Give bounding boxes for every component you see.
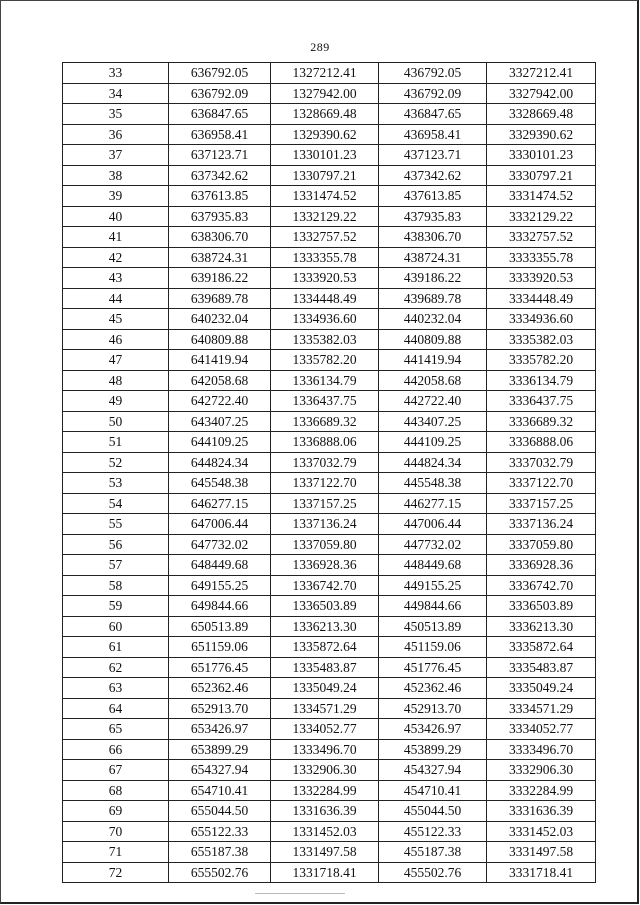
point-number-cell: 63 [63, 678, 169, 699]
point-number-cell: 33 [63, 63, 169, 84]
y2-coordinate-cell: 3328669.48 [487, 104, 596, 125]
table-row [63, 186, 596, 207]
x2-coordinate-cell: 453899.29 [379, 739, 487, 760]
y-coordinate-cell: 1327942.00 [271, 83, 379, 104]
table-row [63, 288, 596, 309]
y-coordinate-cell: 1331497.58 [271, 842, 379, 863]
y2-coordinate-cell: 3335382.03 [487, 329, 596, 350]
point-number-cell: 67 [63, 760, 169, 781]
point-number-cell: 61 [63, 637, 169, 658]
x2-coordinate-cell: 443407.25 [379, 411, 487, 432]
x2-coordinate-cell: 439689.78 [379, 288, 487, 309]
x2-coordinate-cell: 455044.50 [379, 801, 487, 822]
y2-coordinate-cell: 3334448.49 [487, 288, 596, 309]
point-number-cell: 66 [63, 739, 169, 760]
table-row [63, 411, 596, 432]
point-number-cell: 65 [63, 719, 169, 740]
x-coordinate-cell: 653426.97 [169, 719, 271, 740]
x2-coordinate-cell: 438724.31 [379, 247, 487, 268]
x2-coordinate-cell: 437613.85 [379, 186, 487, 207]
table-row [63, 391, 596, 412]
y2-coordinate-cell: 3331636.39 [487, 801, 596, 822]
table-row [63, 63, 596, 84]
point-number-cell: 71 [63, 842, 169, 863]
x2-coordinate-cell: 445548.38 [379, 473, 487, 494]
x2-coordinate-cell: 436847.65 [379, 104, 487, 125]
y2-coordinate-cell: 3337059.80 [487, 534, 596, 555]
x-coordinate-cell: 637123.71 [169, 145, 271, 166]
y-coordinate-cell: 1336689.32 [271, 411, 379, 432]
x-coordinate-cell: 636847.65 [169, 104, 271, 125]
y-coordinate-cell: 1330101.23 [271, 145, 379, 166]
x-coordinate-cell: 653899.29 [169, 739, 271, 760]
y2-coordinate-cell: 3334936.60 [487, 309, 596, 330]
x2-coordinate-cell: 453426.97 [379, 719, 487, 740]
coordinates-table [62, 62, 596, 883]
x2-coordinate-cell: 452913.70 [379, 698, 487, 719]
x-coordinate-cell: 640232.04 [169, 309, 271, 330]
y-coordinate-cell: 1331452.03 [271, 821, 379, 842]
x2-coordinate-cell: 441419.94 [379, 350, 487, 371]
y2-coordinate-cell: 3335483.87 [487, 657, 596, 678]
y2-coordinate-cell: 3327942.00 [487, 83, 596, 104]
y2-coordinate-cell: 3330797.21 [487, 165, 596, 186]
x2-coordinate-cell: 451776.45 [379, 657, 487, 678]
point-number-cell: 37 [63, 145, 169, 166]
y-coordinate-cell: 1337122.70 [271, 473, 379, 494]
x2-coordinate-cell: 447732.02 [379, 534, 487, 555]
y2-coordinate-cell: 3333920.53 [487, 268, 596, 289]
point-number-cell: 58 [63, 575, 169, 596]
table-row [63, 350, 596, 371]
x-coordinate-cell: 636792.05 [169, 63, 271, 84]
y2-coordinate-cell: 3336689.32 [487, 411, 596, 432]
point-number-cell: 57 [63, 555, 169, 576]
x-coordinate-cell: 642722.40 [169, 391, 271, 412]
x-coordinate-cell: 646277.15 [169, 493, 271, 514]
table-row [63, 247, 596, 268]
x-coordinate-cell: 640809.88 [169, 329, 271, 350]
y2-coordinate-cell: 3337122.70 [487, 473, 596, 494]
point-number-cell: 70 [63, 821, 169, 842]
y-coordinate-cell: 1331636.39 [271, 801, 379, 822]
y2-coordinate-cell: 3332129.22 [487, 206, 596, 227]
point-number-cell: 59 [63, 596, 169, 617]
x2-coordinate-cell: 444109.25 [379, 432, 487, 453]
x2-coordinate-cell: 454710.41 [379, 780, 487, 801]
table-row [63, 329, 596, 350]
point-number-cell: 47 [63, 350, 169, 371]
x2-coordinate-cell: 437935.83 [379, 206, 487, 227]
point-number-cell: 60 [63, 616, 169, 637]
y-coordinate-cell: 1332906.30 [271, 760, 379, 781]
point-number-cell: 49 [63, 391, 169, 412]
table-row [63, 493, 596, 514]
point-number-cell: 41 [63, 227, 169, 248]
x2-coordinate-cell: 437342.62 [379, 165, 487, 186]
y-coordinate-cell: 1336503.89 [271, 596, 379, 617]
point-number-cell: 43 [63, 268, 169, 289]
table-row [63, 760, 596, 781]
table-row [63, 452, 596, 473]
x2-coordinate-cell: 454327.94 [379, 760, 487, 781]
y2-coordinate-cell: 3333496.70 [487, 739, 596, 760]
x-coordinate-cell: 651159.06 [169, 637, 271, 658]
coordinates-table-body [63, 63, 596, 883]
table-row [63, 83, 596, 104]
y-coordinate-cell: 1334571.29 [271, 698, 379, 719]
x-coordinate-cell: 654327.94 [169, 760, 271, 781]
x2-coordinate-cell: 440809.88 [379, 329, 487, 350]
x-coordinate-cell: 639186.22 [169, 268, 271, 289]
y-coordinate-cell: 1335382.03 [271, 329, 379, 350]
y-coordinate-cell: 1336928.36 [271, 555, 379, 576]
x-coordinate-cell: 644109.25 [169, 432, 271, 453]
x-coordinate-cell: 641419.94 [169, 350, 271, 371]
x2-coordinate-cell: 436792.05 [379, 63, 487, 84]
y-coordinate-cell: 1333355.78 [271, 247, 379, 268]
y-coordinate-cell: 1335782.20 [271, 350, 379, 371]
x2-coordinate-cell: 439186.22 [379, 268, 487, 289]
table-row [63, 514, 596, 535]
y2-coordinate-cell: 3332906.30 [487, 760, 596, 781]
table-row [63, 145, 596, 166]
point-number-cell: 56 [63, 534, 169, 555]
x2-coordinate-cell: 449844.66 [379, 596, 487, 617]
y2-coordinate-cell: 3330101.23 [487, 145, 596, 166]
x-coordinate-cell: 642058.68 [169, 370, 271, 391]
x-coordinate-cell: 638306.70 [169, 227, 271, 248]
x2-coordinate-cell: 455122.33 [379, 821, 487, 842]
point-number-cell: 40 [63, 206, 169, 227]
y2-coordinate-cell: 3333355.78 [487, 247, 596, 268]
x2-coordinate-cell: 450513.89 [379, 616, 487, 637]
y2-coordinate-cell: 3331718.41 [487, 862, 596, 883]
y2-coordinate-cell: 3334052.77 [487, 719, 596, 740]
x-coordinate-cell: 645548.38 [169, 473, 271, 494]
x2-coordinate-cell: 448449.68 [379, 555, 487, 576]
x-coordinate-cell: 639689.78 [169, 288, 271, 309]
x-coordinate-cell: 651776.45 [169, 657, 271, 678]
table-row [63, 780, 596, 801]
y-coordinate-cell: 1334448.49 [271, 288, 379, 309]
y2-coordinate-cell: 3336742.70 [487, 575, 596, 596]
x-coordinate-cell: 655122.33 [169, 821, 271, 842]
x2-coordinate-cell: 442722.40 [379, 391, 487, 412]
x-coordinate-cell: 638724.31 [169, 247, 271, 268]
table-row [63, 432, 596, 453]
table-row [63, 575, 596, 596]
point-number-cell: 36 [63, 124, 169, 145]
table-row [63, 370, 596, 391]
y2-coordinate-cell: 3335782.20 [487, 350, 596, 371]
x-coordinate-cell: 637342.62 [169, 165, 271, 186]
x-coordinate-cell: 650513.89 [169, 616, 271, 637]
y2-coordinate-cell: 3336134.79 [487, 370, 596, 391]
table-row [63, 657, 596, 678]
y2-coordinate-cell: 3331497.58 [487, 842, 596, 863]
table-row [63, 104, 596, 125]
y2-coordinate-cell: 3336928.36 [487, 555, 596, 576]
y2-coordinate-cell: 3331474.52 [487, 186, 596, 207]
y2-coordinate-cell: 3327212.41 [487, 63, 596, 84]
bottom-edge-mark [255, 893, 345, 894]
page-number: 289 [310, 40, 330, 54]
x2-coordinate-cell: 449155.25 [379, 575, 487, 596]
y2-coordinate-cell: 3332284.99 [487, 780, 596, 801]
point-number-cell: 54 [63, 493, 169, 514]
x-coordinate-cell: 647006.44 [169, 514, 271, 535]
point-number-cell: 53 [63, 473, 169, 494]
table-row [63, 124, 596, 145]
table-row [63, 309, 596, 330]
x-coordinate-cell: 649155.25 [169, 575, 271, 596]
x2-coordinate-cell: 436958.41 [379, 124, 487, 145]
y-coordinate-cell: 1333496.70 [271, 739, 379, 760]
table-row [63, 555, 596, 576]
y-coordinate-cell: 1337157.25 [271, 493, 379, 514]
y2-coordinate-cell: 3331452.03 [487, 821, 596, 842]
y-coordinate-cell: 1334936.60 [271, 309, 379, 330]
y2-coordinate-cell: 3335872.64 [487, 637, 596, 658]
point-number-cell: 55 [63, 514, 169, 535]
point-number-cell: 42 [63, 247, 169, 268]
x2-coordinate-cell: 452362.46 [379, 678, 487, 699]
x-coordinate-cell: 643407.25 [169, 411, 271, 432]
table-row [63, 678, 596, 699]
table-row [63, 596, 596, 617]
point-number-cell: 62 [63, 657, 169, 678]
point-number-cell: 52 [63, 452, 169, 473]
x2-coordinate-cell: 442058.68 [379, 370, 487, 391]
y-coordinate-cell: 1330797.21 [271, 165, 379, 186]
y2-coordinate-cell: 3334571.29 [487, 698, 596, 719]
x2-coordinate-cell: 446277.15 [379, 493, 487, 514]
table-row [63, 534, 596, 555]
table-row [63, 206, 596, 227]
y2-coordinate-cell: 3337032.79 [487, 452, 596, 473]
y-coordinate-cell: 1336134.79 [271, 370, 379, 391]
y-coordinate-cell: 1336742.70 [271, 575, 379, 596]
y-coordinate-cell: 1336437.75 [271, 391, 379, 412]
x-coordinate-cell: 647732.02 [169, 534, 271, 555]
y2-coordinate-cell: 3337157.25 [487, 493, 596, 514]
x2-coordinate-cell: 444824.34 [379, 452, 487, 473]
table-row [63, 862, 596, 883]
x-coordinate-cell: 654710.41 [169, 780, 271, 801]
table-row [63, 227, 596, 248]
point-number-cell: 46 [63, 329, 169, 350]
y-coordinate-cell: 1327212.41 [271, 63, 379, 84]
y2-coordinate-cell: 3336213.30 [487, 616, 596, 637]
x-coordinate-cell: 652362.46 [169, 678, 271, 699]
x2-coordinate-cell: 436792.09 [379, 83, 487, 104]
y-coordinate-cell: 1331718.41 [271, 862, 379, 883]
table-row [63, 637, 596, 658]
table-row [63, 268, 596, 289]
table-row [63, 739, 596, 760]
point-number-cell: 34 [63, 83, 169, 104]
y-coordinate-cell: 1337032.79 [271, 452, 379, 473]
table-row [63, 698, 596, 719]
x2-coordinate-cell: 438306.70 [379, 227, 487, 248]
x2-coordinate-cell: 447006.44 [379, 514, 487, 535]
y-coordinate-cell: 1335872.64 [271, 637, 379, 658]
table-row [63, 719, 596, 740]
x-coordinate-cell: 637935.83 [169, 206, 271, 227]
point-number-cell: 45 [63, 309, 169, 330]
point-number-cell: 50 [63, 411, 169, 432]
y-coordinate-cell: 1334052.77 [271, 719, 379, 740]
table-row [63, 821, 596, 842]
y-coordinate-cell: 1333920.53 [271, 268, 379, 289]
y-coordinate-cell: 1337136.24 [271, 514, 379, 535]
y-coordinate-cell: 1332284.99 [271, 780, 379, 801]
y-coordinate-cell: 1336213.30 [271, 616, 379, 637]
table-row [63, 801, 596, 822]
table-row [63, 842, 596, 863]
x-coordinate-cell: 649844.66 [169, 596, 271, 617]
x-coordinate-cell: 636792.09 [169, 83, 271, 104]
table-row [63, 165, 596, 186]
y-coordinate-cell: 1335483.87 [271, 657, 379, 678]
x-coordinate-cell: 655502.76 [169, 862, 271, 883]
y2-coordinate-cell: 3335049.24 [487, 678, 596, 699]
point-number-cell: 48 [63, 370, 169, 391]
y2-coordinate-cell: 3332757.52 [487, 227, 596, 248]
point-number-cell: 69 [63, 801, 169, 822]
y2-coordinate-cell: 3337136.24 [487, 514, 596, 535]
x-coordinate-cell: 637613.85 [169, 186, 271, 207]
point-number-cell: 72 [63, 862, 169, 883]
x-coordinate-cell: 652913.70 [169, 698, 271, 719]
y2-coordinate-cell: 3336503.89 [487, 596, 596, 617]
y2-coordinate-cell: 3336888.06 [487, 432, 596, 453]
point-number-cell: 64 [63, 698, 169, 719]
x-coordinate-cell: 655187.38 [169, 842, 271, 863]
x2-coordinate-cell: 451159.06 [379, 637, 487, 658]
point-number-cell: 51 [63, 432, 169, 453]
point-number-cell: 38 [63, 165, 169, 186]
table-row [63, 473, 596, 494]
y-coordinate-cell: 1328669.48 [271, 104, 379, 125]
y-coordinate-cell: 1336888.06 [271, 432, 379, 453]
point-number-cell: 35 [63, 104, 169, 125]
x-coordinate-cell: 636958.41 [169, 124, 271, 145]
y-coordinate-cell: 1337059.80 [271, 534, 379, 555]
x2-coordinate-cell: 455187.38 [379, 842, 487, 863]
y-coordinate-cell: 1332757.52 [271, 227, 379, 248]
y2-coordinate-cell: 3336437.75 [487, 391, 596, 412]
x-coordinate-cell: 655044.50 [169, 801, 271, 822]
x-coordinate-cell: 644824.34 [169, 452, 271, 473]
y-coordinate-cell: 1331474.52 [271, 186, 379, 207]
point-number-cell: 39 [63, 186, 169, 207]
x2-coordinate-cell: 440232.04 [379, 309, 487, 330]
y-coordinate-cell: 1332129.22 [271, 206, 379, 227]
x2-coordinate-cell: 437123.71 [379, 145, 487, 166]
y-coordinate-cell: 1335049.24 [271, 678, 379, 699]
point-number-cell: 44 [63, 288, 169, 309]
point-number-cell: 68 [63, 780, 169, 801]
x-coordinate-cell: 648449.68 [169, 555, 271, 576]
y-coordinate-cell: 1329390.62 [271, 124, 379, 145]
x2-coordinate-cell: 455502.76 [379, 862, 487, 883]
y2-coordinate-cell: 3329390.62 [487, 124, 596, 145]
table-row [63, 616, 596, 637]
